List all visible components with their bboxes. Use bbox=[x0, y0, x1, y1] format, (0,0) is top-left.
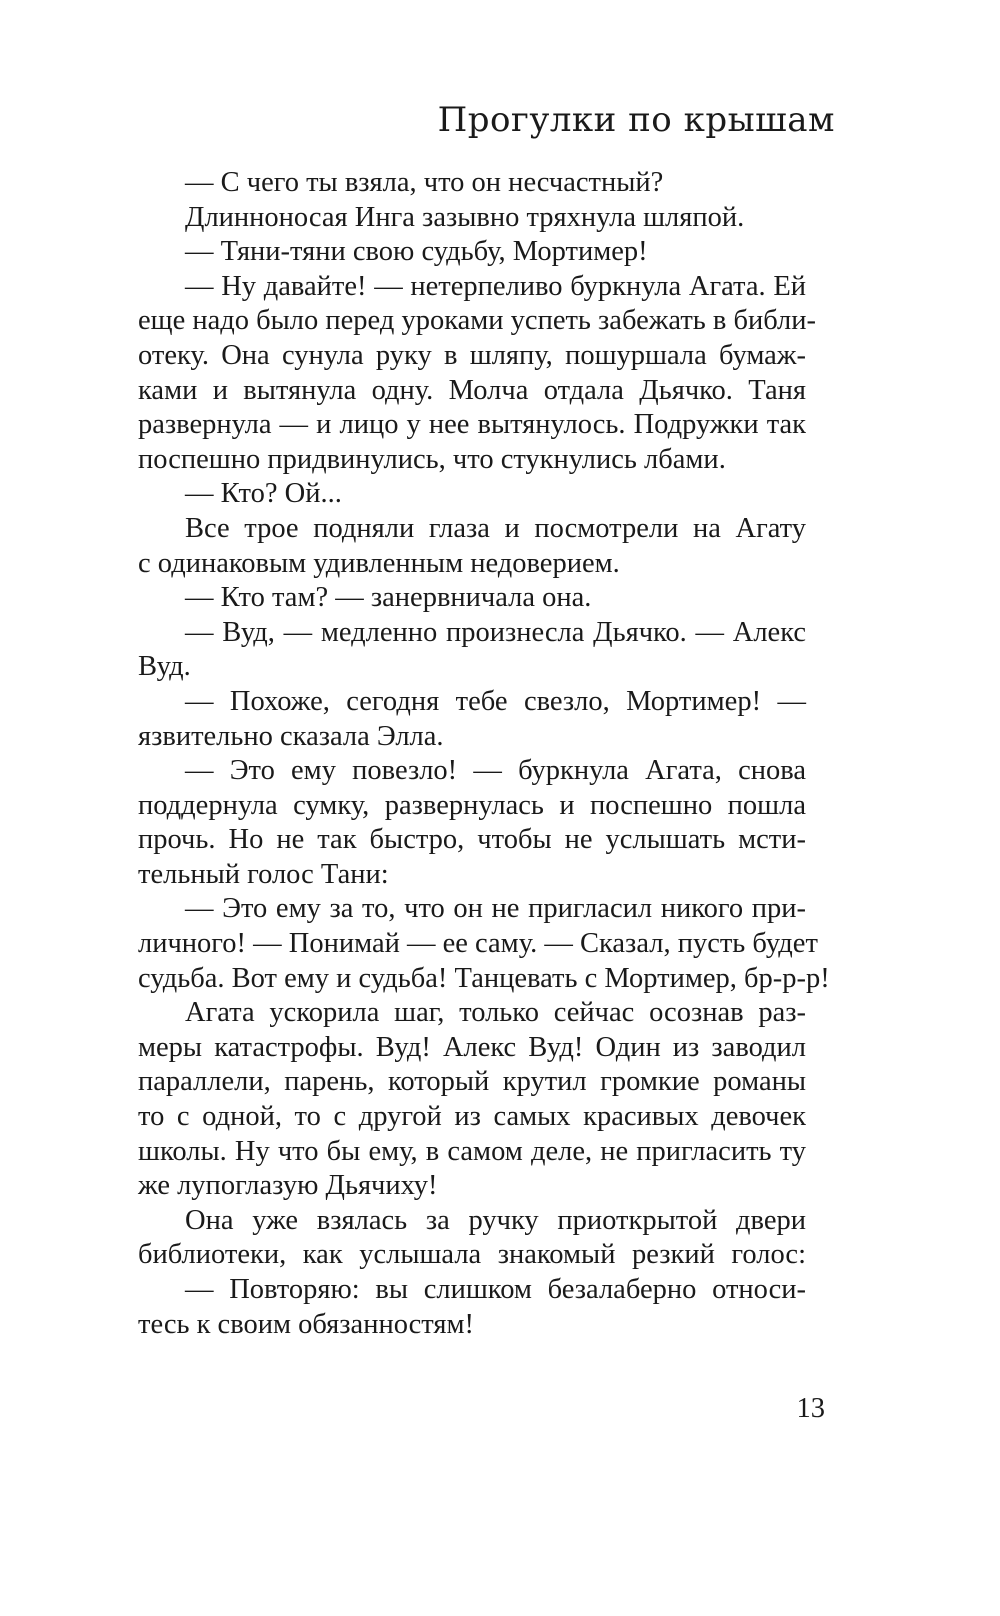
text-line: еще надо было перед уроками успеть забежать в библи- bbox=[138, 305, 817, 337]
page-number: 13 bbox=[796, 1393, 825, 1424]
text-line: — Ну давайте! — нетерпеливо буркнула Агата. Ей bbox=[185, 270, 806, 302]
body-text bbox=[138, 166, 830, 1342]
text-line: — С чего ты взяла, что он несчастный? bbox=[185, 167, 664, 198]
text-line: Агата ускорила шаг, только сейчас осознав раз- bbox=[185, 997, 806, 1029]
text-line: — Тяни-тяни свою судьбу, Мортимер! bbox=[185, 236, 648, 268]
text-line: отеку. Она сунула руку в шляпу, пошуршала бумаж- bbox=[138, 339, 806, 371]
text-line: Вуд. bbox=[138, 651, 191, 683]
text-line: Все трое подняли глаза и посмотрели на Агату bbox=[185, 512, 806, 544]
text-line: — Похоже, сегодня тебе свезло, Мортимер! — bbox=[185, 685, 806, 717]
text-line: то с одной, то с другой из самых красивых девочек bbox=[138, 1101, 806, 1133]
text-line: — Вуд, — медленно произнесла Дьячко. — Алекс bbox=[185, 616, 806, 648]
text-line: тельный голос Тани: bbox=[138, 858, 389, 890]
text-line: школы. Ну что бы ему, в самом деле, не пригласить ту bbox=[138, 1135, 806, 1167]
text-line: с одинаковым удивленным недоверием. bbox=[138, 547, 620, 579]
text-line: — Кто там? — занервничала она. bbox=[185, 582, 592, 614]
text-line: же лупоглазую Дьячиху! bbox=[138, 1170, 438, 1202]
text-line: — Кто? Ой... bbox=[185, 478, 342, 510]
text-line: личного! — Понимай — ее саму. — Сказал, пусть будет bbox=[138, 928, 818, 960]
text-line: поддернула сумку, развернулась и поспешно пошла bbox=[138, 789, 806, 821]
text-line: библиотеки, как услышала знакомый резкий голос: bbox=[138, 1239, 806, 1271]
text-line: меры катастрофы. Вуд! Алекс Вуд! Один из заводил bbox=[138, 1031, 806, 1063]
text-line: параллели, парень, который крутил громкие романы bbox=[138, 1066, 806, 1098]
text-line: прочь. Но не так быстро, чтобы не услышать мсти- bbox=[138, 824, 806, 856]
text-line: ками и вытянула одну. Молча отдала Дьячко. Таня bbox=[138, 374, 806, 406]
text-line: судьба. Вот ему и судьба! Танцевать с Мортимер, бр-р-р! bbox=[138, 962, 830, 994]
running-title: Прогулки по крышам bbox=[437, 100, 835, 140]
text-line: поспешно придвинулись, что стукнулись лбами. bbox=[138, 443, 726, 475]
text-line: — Это ему повезло! — буркнула Агата, снова bbox=[185, 755, 806, 787]
text-line: развернула — и лицо у нее вытянулось. Подружки так bbox=[138, 409, 806, 441]
text-line: Она уже взялась за ручку приоткрытой двери bbox=[185, 1204, 806, 1236]
text-line: язвительно сказала Элла. bbox=[138, 720, 444, 752]
text-line: — Это ему за то, что он не пригласил никого при- bbox=[185, 893, 806, 925]
text-line: Длинноносая Инга зазывно тряхнула шляпой. bbox=[185, 201, 745, 233]
text-line: тесь к своим обязанностям! bbox=[138, 1308, 475, 1340]
text-line: — Повторяю: вы слишком безалаберно относи- bbox=[185, 1274, 806, 1305]
